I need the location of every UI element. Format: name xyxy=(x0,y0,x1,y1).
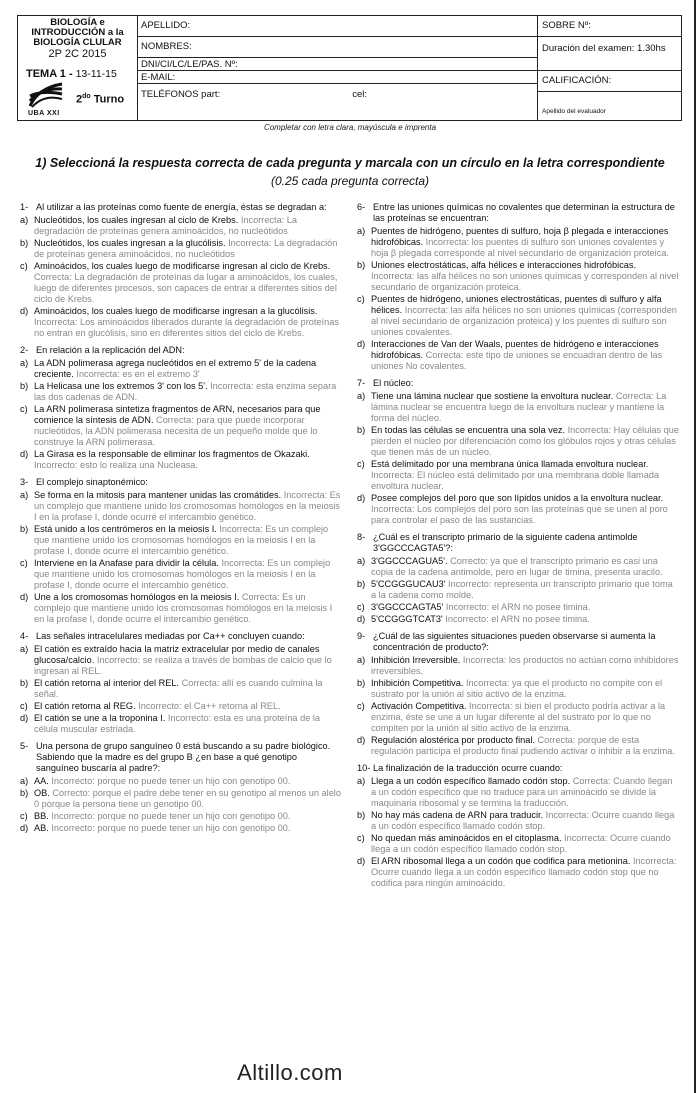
option-explanation: Incorrecto: esta es una proteína de la célula muscular estriada. xyxy=(34,713,321,734)
option-text: Nucleótidos, los cuales ingresan a la glucólisis. xyxy=(34,238,226,248)
institution-block xyxy=(18,16,138,120)
apellido-field[interactable]: APELLIDO: xyxy=(138,16,537,37)
answer-option[interactable] xyxy=(20,713,342,735)
option-explanation: Incorrecto: esto lo realiza una Nucleasa. xyxy=(34,460,198,470)
option-letter[interactable]: a) xyxy=(20,490,29,500)
option-letter[interactable]: a) xyxy=(357,391,366,401)
question-number: 6- xyxy=(357,202,366,212)
option-letter[interactable]: d) xyxy=(20,592,29,602)
question-text: El núcleo: xyxy=(373,378,414,388)
option-text: 3'GGCCCAGUA5'. xyxy=(371,556,448,566)
answer-option[interactable] xyxy=(20,558,342,591)
question-header xyxy=(20,345,342,356)
answer-option[interactable] xyxy=(20,823,342,834)
question-number: 5- xyxy=(20,741,29,751)
option-text: AB. xyxy=(34,823,49,833)
option-explanation: Incorrecto: porque no puede tener un hijo con genotipo 00. xyxy=(48,823,291,833)
answer-option[interactable] xyxy=(20,449,342,471)
question-header xyxy=(357,631,679,653)
option-text: No hay más cadena de ARN para traducir. xyxy=(371,810,544,820)
option-letter[interactable]: c) xyxy=(20,701,28,711)
option-explanation: Correcta: Es un complejo que mantiene unido los cromosomas homólogos en la meiosis I en la profase I, donde ocurre el intercambio genético. xyxy=(34,592,333,624)
option-explanation: Incorrecta: La degradación de proteínas genera aminoácidos, no nucleótidos xyxy=(34,215,298,236)
watermark: Altillo.com xyxy=(237,1060,343,1085)
evaluador-field[interactable]: Apellido del evaluador xyxy=(542,108,606,115)
answer-option[interactable] xyxy=(20,215,342,237)
answer-option[interactable] xyxy=(357,776,679,809)
option-explanation: Incorrecto: representa un transcripto primario que toma a la cadena como molde. xyxy=(371,579,673,600)
option-text: El ARN ribosomal llega a un codón que codifica para metionina. xyxy=(371,856,631,866)
duracion-label: Duración del examen: 1.30hs xyxy=(538,37,681,71)
section-subtitle: (0.25 cada pregunta correcta) xyxy=(270,174,430,188)
option-body xyxy=(369,701,679,734)
turno-word: Turno xyxy=(93,93,125,106)
option-text: AA. xyxy=(34,776,49,786)
option-letter[interactable]: c) xyxy=(357,701,365,711)
turno-sup: do xyxy=(82,93,91,100)
cel-label: cel: xyxy=(352,89,367,100)
answer-option[interactable] xyxy=(357,556,679,578)
option-body xyxy=(32,701,342,712)
option-body xyxy=(32,215,342,237)
answer-option[interactable] xyxy=(357,260,679,293)
option-explanation: Correcta: La lámina nuclear se encuentra luego de la envoltura nuclear y mantiene la forma del núcleo. xyxy=(371,391,667,423)
question-header xyxy=(357,378,679,389)
option-body xyxy=(32,404,342,448)
option-text: Regulación alostérica por producto final. xyxy=(371,735,535,745)
option-explanation: Incorrecto: el ARN no posee timina. xyxy=(443,602,591,612)
option-text: 5'CCGGGUCAU3' xyxy=(371,579,446,589)
answer-option[interactable] xyxy=(357,678,679,700)
option-letter[interactable]: b) xyxy=(20,381,29,391)
option-body xyxy=(32,823,342,834)
option-letter[interactable]: a) xyxy=(20,776,29,786)
answer-option[interactable] xyxy=(20,524,342,557)
option-explanation: Correcta: porque de esta regulación participa el producto final pudiendo activar o inhibir a la enzima. xyxy=(371,735,675,756)
question-7 xyxy=(357,378,679,526)
answer-option[interactable] xyxy=(357,459,679,492)
answer-option[interactable] xyxy=(357,735,679,757)
turno-number: 2 xyxy=(76,93,83,106)
option-text: Está unido a los centrómeros en la meiosis I. xyxy=(34,524,217,534)
answer-option[interactable] xyxy=(20,238,342,260)
question-4 xyxy=(20,631,342,735)
question-header xyxy=(357,202,679,224)
student-fields xyxy=(138,16,538,120)
logo-text: UBA XXI xyxy=(28,110,60,117)
telefonos-field[interactable] xyxy=(138,84,537,120)
turno xyxy=(76,93,124,106)
option-letter[interactable]: d) xyxy=(357,493,366,503)
option-body xyxy=(369,391,679,424)
option-body xyxy=(369,614,679,625)
option-explanation: Incorrecta: Es un complejo que mantiene unido los cromosomas homólogos en la meiosis I en la profase I, donde ocurre el intercambio genético. xyxy=(34,558,331,590)
option-text: 3'GGCCCAGTA5' xyxy=(371,602,444,612)
answer-option[interactable] xyxy=(20,811,342,822)
tema-label: TEMA 1 - xyxy=(26,68,73,80)
answer-option[interactable] xyxy=(20,381,342,403)
questions-column-left xyxy=(20,202,342,840)
option-explanation: Incorrecta: es en el extremo 3' xyxy=(73,369,200,379)
question-text: El complejo sinaptonémico: xyxy=(36,477,148,487)
option-explanation: Incorrecta: Ocurre cuando llega a un codón específico llamado codón stop. xyxy=(371,833,671,854)
answer-option[interactable] xyxy=(20,678,342,700)
question-header xyxy=(20,202,342,213)
question-8 xyxy=(357,532,679,625)
option-body xyxy=(369,776,679,809)
question-number: 8- xyxy=(357,532,366,542)
option-body xyxy=(32,358,342,380)
question-1 xyxy=(20,202,342,339)
option-explanation: Incorrecta: esta enzima separa las dos cadenas de ADN. xyxy=(34,381,337,402)
option-text: La ADN polimerasa agrega nucleótidos en el extremo 5' de la cadena creciente. xyxy=(34,358,317,379)
nombres-field[interactable]: NOMBRES: xyxy=(138,37,537,58)
question-header xyxy=(20,631,342,642)
question-3 xyxy=(20,477,342,625)
option-text: Uniones electrostáticas, alfa hélices e interacciones hidrofóbicas. xyxy=(371,260,637,270)
option-body xyxy=(32,490,342,523)
answer-option[interactable] xyxy=(357,294,679,338)
option-letter[interactable]: d) xyxy=(357,856,366,866)
option-letter[interactable]: c) xyxy=(357,294,365,304)
question-header xyxy=(357,532,679,554)
option-letter[interactable]: b) xyxy=(20,678,29,688)
option-explanation: Incorrecta: La degradación de proteínas genera aminoácidos, no nucleótidos xyxy=(34,238,338,259)
option-body xyxy=(369,260,679,293)
answer-option[interactable] xyxy=(20,490,342,523)
option-explanation: Correcta: La degradación de proteínas da lugar a aminoácidos, los cuales, luego de diferentes procesos, son capaces de entrar a diferentes sitios del ciclo de Krebs. xyxy=(34,272,338,304)
option-explanation: Incorrecta: Ocurre cuando llega a un codón específico llamado codón stop que no codifica para ningún aminoácido. xyxy=(371,856,677,888)
email-field[interactable]: E-MAIL: xyxy=(138,71,537,84)
option-body xyxy=(32,238,342,260)
answer-option[interactable] xyxy=(20,404,342,448)
option-text: El catión retorna al REG. xyxy=(34,701,136,711)
option-letter[interactable]: d) xyxy=(357,735,366,745)
option-text: El catión es extraído hacia la matriz extracelular por medio de canales glucosa/calcio. xyxy=(34,644,320,665)
option-body xyxy=(32,558,342,591)
question-number: 3- xyxy=(20,477,29,487)
option-letter[interactable]: a) xyxy=(20,644,29,654)
option-explanation: Incorrecta: si bien el producto podría activar a la enzima, éste se une a un lugar diferente al del sustrato por lo que no compiten por la unión al sitio activo de la enzima. xyxy=(371,701,666,733)
answer-option[interactable] xyxy=(20,592,342,625)
option-text: El catión retorna al interior del REL. xyxy=(34,678,180,688)
option-explanation: Incorrecto: se realiza a través de bombas de calcio que lo ingresan al REL. xyxy=(34,655,332,676)
question-text: Al utilizar a las proteínas como fuente de energía, éstas se degradan a: xyxy=(36,202,327,212)
question-5 xyxy=(20,741,342,834)
question-text: ¿Cuál de las siguientes situaciones pueden observarse si aumenta la concentración de producto?: xyxy=(373,631,656,652)
option-body xyxy=(369,602,679,613)
option-explanation: Incorrecto: el Ca++ retorna al REL. xyxy=(135,701,281,711)
option-explanation: Incorrecta: Los aminoácidos liberados durante la degradación de proteínas no entran en glucólisis, sino en diferentes sitios del ciclo de Krebs. xyxy=(34,317,339,338)
option-explanation: Incorrecta: Los complejos del poro son las proteínas que se unen al poro para controlar el paso de las sustancias. xyxy=(371,504,668,525)
telefonos-label: TELÉFONOS part: xyxy=(141,89,221,100)
questions-column-right xyxy=(357,202,679,895)
question-number: 4- xyxy=(20,631,29,641)
option-text: Nucleótidos, los cuales ingresan al ciclo de Krebs. xyxy=(34,215,239,225)
exam-header xyxy=(17,15,682,121)
option-letter[interactable]: b) xyxy=(357,260,366,270)
option-letter[interactable]: b) xyxy=(357,425,366,435)
question-6 xyxy=(357,202,679,372)
option-body xyxy=(32,306,342,339)
question-number: 1- xyxy=(20,202,29,212)
uba-logo-icon xyxy=(28,82,64,108)
answer-option[interactable] xyxy=(357,833,679,855)
option-letter[interactable]: d) xyxy=(20,449,29,459)
option-body xyxy=(32,449,342,471)
option-letter[interactable]: b) xyxy=(20,788,29,798)
option-body xyxy=(32,788,342,810)
option-explanation: Incorrecta: los puentes di sulfuro son uniones covalentes y hoja β plegada corresponde al nivel secundario de organización proteica. xyxy=(371,237,669,258)
option-explanation: Correcto: ya que el transcripto primario es casi una copia de la cadena antimolde, pero en lugar de timina, presenta uracilo. xyxy=(371,556,663,577)
question-9 xyxy=(357,631,679,757)
option-body xyxy=(32,524,342,557)
option-text: En todas las células se encuentra una sola vez. xyxy=(371,425,566,435)
option-explanation: Correcto: porque el padre debe tener en su genotipo al menos un alelo 0 porque la persona tiene un genotipo 00. xyxy=(34,788,341,809)
option-explanation: Incorrecta: las alfa hélices no son uniones químicas (corresponden al nivel secundario de organización proteica) y los puentes di sulfuro son uniones covalentes. xyxy=(371,305,677,337)
option-body xyxy=(369,459,679,492)
option-body xyxy=(32,261,342,305)
option-text: La ARN polimerasa sintetiza fragmentos de ARN, necesarios para que comience la síntesis de ADN. xyxy=(34,404,321,425)
option-letter[interactable]: b) xyxy=(357,579,366,589)
option-explanation: Correcta: este tipo de uniones se encuadran dentro de las uniones No covalentes. xyxy=(371,350,663,371)
answer-option[interactable] xyxy=(357,391,679,424)
option-text: Se forma en la mitosis para mantener unidas las cromátides. xyxy=(34,490,282,500)
option-text: Posee complejos del poro que son lípidos unidos a la envoltura nuclear. xyxy=(371,493,664,503)
answer-option[interactable] xyxy=(20,776,342,787)
option-letter[interactable]: a) xyxy=(357,226,366,236)
option-letter[interactable]: b) xyxy=(20,238,29,248)
option-body xyxy=(32,381,342,403)
option-letter[interactable]: c) xyxy=(20,811,28,821)
option-text: Interviene en la Anafase para dividir la célula. xyxy=(34,558,219,568)
option-text: Puentes de hidrógeno, uniones electrostáticas, puentes di sulfuro y alfa hélices. xyxy=(371,294,662,315)
dni-field[interactable]: DNI/CI/LC/LE/PAS. Nº: xyxy=(138,58,537,71)
option-letter[interactable]: d) xyxy=(20,823,29,833)
option-body xyxy=(32,678,342,700)
option-letter[interactable]: c) xyxy=(20,261,28,271)
answer-option[interactable] xyxy=(357,856,679,889)
option-text: Inhibición Competitiva. xyxy=(371,678,464,688)
section-title: 1) Seleccioná la respuesta correcta de cada pregunta y marcala con un círculo en la letra correspondiente xyxy=(35,156,665,170)
sobre-field[interactable]: SOBRE Nº: xyxy=(538,16,681,37)
option-letter[interactable]: b) xyxy=(357,678,366,688)
option-body xyxy=(369,294,679,338)
option-body xyxy=(32,776,342,787)
option-body xyxy=(369,856,679,889)
fill-instructions: Completar con letra clara, mayúscula e imprenta xyxy=(263,123,437,132)
question-header xyxy=(20,741,342,774)
option-text: Llega a un codón específico llamado codón stop. xyxy=(371,776,571,786)
option-letter[interactable]: d) xyxy=(20,306,29,316)
option-body xyxy=(369,655,679,677)
answer-option[interactable] xyxy=(357,226,679,259)
option-explanation: Incorrecta: Es un complejo que mantiene unido los cromosomas homólogos en la meiosis I en la profase I, donde ocurre el intercambio genético. xyxy=(34,524,329,556)
option-letter[interactable]: c) xyxy=(20,404,28,414)
answer-option[interactable] xyxy=(20,358,342,380)
course-code: 2P 2C 2015 xyxy=(48,48,107,60)
option-explanation: Incorrecta: Ocurre cuando llega a un codón específico llamado codón stop. xyxy=(371,810,675,831)
option-letter[interactable]: a) xyxy=(357,556,366,566)
answer-option[interactable] xyxy=(20,644,342,677)
option-text: Activación Competitiva. xyxy=(371,701,467,711)
option-text: OB. xyxy=(34,788,50,798)
question-text: En relación a la replicación del ADN: xyxy=(36,345,185,355)
option-text: La Girasa es la responsable de eliminar los fragmentos de Okazaki. xyxy=(34,449,310,459)
option-letter[interactable]: d) xyxy=(357,339,366,349)
institution-line-1: BIOLOGÍA e xyxy=(50,17,105,28)
question-header xyxy=(20,477,342,488)
option-text: No quedan más aminoácidos en el citoplasma. xyxy=(371,833,562,843)
answer-option[interactable] xyxy=(357,655,679,677)
option-explanation: Correcta: allí es cuando culmina la señal. xyxy=(34,678,323,699)
calificacion-field[interactable]: CALIFICACIÓN: xyxy=(538,71,681,92)
option-body xyxy=(32,713,342,735)
question-text: Entre las uniones químicas no covalentes que determinan la estructura de las proteínas se encuentran: xyxy=(373,202,675,223)
option-explanation: Incorrecto: el ARN no posee timina. xyxy=(442,614,590,624)
answer-option[interactable] xyxy=(357,339,679,372)
option-body xyxy=(32,811,342,822)
option-text: Aminoácidos, los cuales luego de modificarse ingresan al ciclo de Krebs. xyxy=(34,261,331,271)
option-letter[interactable]: c) xyxy=(357,459,365,469)
question-header xyxy=(357,763,679,774)
institution-line-3: BIOLOGÍA CLULAR xyxy=(33,37,122,48)
answer-option[interactable] xyxy=(357,425,679,458)
option-text: El catión se une a la troponina I. xyxy=(34,713,166,723)
answer-option[interactable] xyxy=(357,810,679,832)
option-explanation: Incorrecta: Hay células que pierden el núcleo por diferenciación como los glóbulos rojos y otras células que tienen más de un núcleo. xyxy=(371,425,679,457)
option-text: Puentes de hidrógeno, puentes di sulfuro, hoja β plegada e interacciones hidrofóbicas. xyxy=(371,226,669,247)
answer-option[interactable] xyxy=(357,614,679,625)
question-2 xyxy=(20,345,342,471)
option-explanation: Incorrecta: Es un complejo que mantiene unido los cromosomas homólogos en la meiosis I en la profase I, donde ocurre el intercambio genético. xyxy=(34,490,341,522)
option-letter[interactable]: a) xyxy=(20,358,29,368)
question-text: ¿Cuál es el transcripto primario de la siguiente cadena antimolde 3'GGCCCAGTA5'?: xyxy=(373,532,638,553)
grading-fields xyxy=(538,16,681,120)
option-explanation: Correcta: Cuando llegan a un codón específico que no traduce para un aminoácido se divide la maquinaria ribosomal y se termina la traducción. xyxy=(371,776,673,808)
option-letter[interactable]: d) xyxy=(20,713,29,723)
answer-option[interactable] xyxy=(20,306,342,339)
option-body xyxy=(369,833,679,855)
option-body xyxy=(369,678,679,700)
question-text: Las señales intracelulares mediadas por Ca++ concluyen cuando: xyxy=(36,631,305,641)
option-body xyxy=(369,735,679,757)
option-explanation: Incorrecto: porque no puede tener un hijo con genotipo 00. xyxy=(48,811,291,821)
option-text: Aminoácidos, los cuales luego de modificarse ingresan a la glucólisis. xyxy=(34,306,318,316)
option-text: Tiene una lámina nuclear que sostiene la envoltura nuclear. xyxy=(371,391,614,401)
question-number: 9- xyxy=(357,631,366,641)
question-10 xyxy=(357,763,679,889)
question-number: 2- xyxy=(20,345,29,355)
option-text: Está delimitado por una membrana única llamada envoltura nuclear. xyxy=(371,459,649,469)
option-body xyxy=(369,810,679,832)
option-letter[interactable]: b) xyxy=(20,524,29,534)
option-explanation: Incorrecto: porque no puede tener un hijo con genotipo 00. xyxy=(48,776,291,786)
answer-option[interactable] xyxy=(20,261,342,305)
answer-option[interactable] xyxy=(357,602,679,613)
option-letter[interactable]: d) xyxy=(357,614,366,624)
question-number: 10- xyxy=(357,763,371,773)
option-text: Inhibición Irreversible. xyxy=(371,655,461,665)
option-body xyxy=(32,592,342,625)
option-body xyxy=(369,579,679,601)
answer-option[interactable] xyxy=(20,701,342,712)
answer-option[interactable] xyxy=(357,701,679,734)
option-letter[interactable]: a) xyxy=(357,655,366,665)
option-explanation: Incorrecta: los productos no actúan como inhibidores irreversibles. xyxy=(371,655,679,676)
option-letter[interactable]: b) xyxy=(357,810,366,820)
option-text: Une a los cromosomas homólogos en la meiosis I. xyxy=(34,592,240,602)
option-body xyxy=(32,644,342,677)
answer-option[interactable] xyxy=(357,579,679,601)
option-letter[interactable]: a) xyxy=(20,215,29,225)
option-letter[interactable]: a) xyxy=(357,776,366,786)
answer-option[interactable] xyxy=(357,493,679,526)
option-letter[interactable]: c) xyxy=(357,602,365,612)
institution-line-2: INTRODUCCIÓN a la xyxy=(31,27,124,38)
option-explanation: Incorrecta: El núcleo está delimitado por una membrana doble llamada envoltura nuclear. xyxy=(371,470,660,491)
question-text: La finalización de la traducción ocurre cuando: xyxy=(373,763,563,773)
option-body xyxy=(369,226,679,259)
option-explanation: Correcta: para que puede incorporar nucleótidos, la ADN polimerasa necesita de un pequeño molde que lo construye la ARN polimerasa. xyxy=(34,415,318,447)
option-explanation: Incorrecta: ya que el producto no compite con el sustrato por la unión al sitio activo de la enzima. xyxy=(371,678,663,699)
option-body xyxy=(369,339,679,372)
question-number: 7- xyxy=(357,378,366,388)
tema-date: 13-11-15 xyxy=(75,68,117,80)
question-text: Una persona de grupo sanguíneo 0 está buscando a su padre biológico. Sabiendo que la madre es del grupo B ¿en base a qué genotipo sanguíneo buscaría al padre?: xyxy=(36,741,331,773)
option-letter[interactable]: c) xyxy=(357,833,365,843)
option-explanation: Incorrecta: las alfa hélices no son uniones químicas y corresponden al nivel secundario de organización proteica. xyxy=(371,271,679,292)
option-letter[interactable]: c) xyxy=(20,558,28,568)
option-text: La Helicasa une los extremos 3' con los 5'. xyxy=(34,381,208,391)
option-text: BB. xyxy=(34,811,49,821)
option-body xyxy=(369,493,679,526)
option-text: Interacciones de Van der Waals, puentes de hidrógeno e interacciones hidrofóbicas. xyxy=(371,339,659,360)
tema-line xyxy=(26,68,117,80)
option-body xyxy=(369,556,679,578)
option-text: 5'CCGGGTCAT3' xyxy=(371,614,443,624)
answer-option[interactable] xyxy=(20,788,342,810)
option-body xyxy=(369,425,679,458)
